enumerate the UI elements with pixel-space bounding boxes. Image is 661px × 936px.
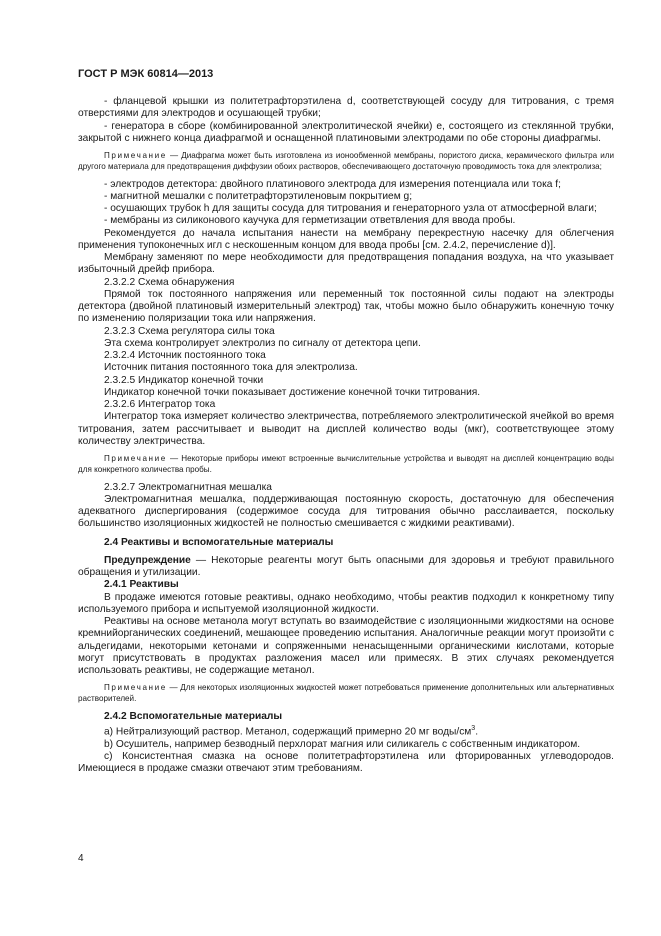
subheading-2-3-2-2: 2.3.2.2 Схема обнаружения <box>104 276 235 288</box>
note-text: Для некоторых изоляционных жидкостей может потребоваться применение дополнительных или альтернативных растворителей. <box>78 683 615 704</box>
note-dash: — <box>166 683 181 693</box>
list-item-c: c) Консистентная смазка на основе политетрафторэтилена или фторированных углеводородов. Имеющиеся в продаже смазки отвечают этим требованиям. <box>78 751 614 775</box>
paragraph-electromagnetic-stirrer: Электромагнитная мешалка, поддерживающая постоянную скорость, достаточную для обеспечения адекватного диспергирования (содержимое сосуда для титрования обычно расслаивается, поскольку большинство изоляционных жидкостей не полностью смешивается с жидкими реактивами). <box>78 493 614 530</box>
document-header: ГОСТ Р МЭК 60814—2013 <box>78 68 214 80</box>
note-text: Некоторые приборы имеют встроенные вычислительные устройства и выводят на дисплей концентрацию воды для конкретного количества пробы. <box>78 454 614 474</box>
page-number: 4 <box>78 853 84 864</box>
list-item-a <box>78 723 614 739</box>
list-item-magnetic-stirrer: - магнитной мешалки с политетрафторэтиленовым покрытием g; <box>104 190 413 202</box>
list-item-detector-electrodes: - электродов детектора: двойного платинового электрода для измерения потенциала или тока f; <box>104 178 561 190</box>
note-devices <box>78 454 614 476</box>
superscript: 3 <box>471 725 476 733</box>
section-heading-2-4-2: 2.4.2 Вспомогательные материалы <box>104 711 283 723</box>
subheading-2-3-2-4: 2.3.2.4 Источник постоянного тока <box>104 350 266 362</box>
subheading-2-3-2-5: 2.3.2.5 Индикатор конечной точки <box>104 374 264 386</box>
section-heading-2-4: 2.4 Реактивы и вспомогательные материалы <box>104 536 334 548</box>
warning-text: — Некоторые реагенты могут быть опасными для здоровья и требуют правильного обращения и утилизации. <box>78 554 614 579</box>
list-item-b: b) Осушитель, например безводный перхлорат магния или силикагель с собственным индикатором. <box>104 738 581 750</box>
paragraph-current-integrator: Интегратор тока измеряет количество электричества, потребляемого электролитической ячейкой во время титрования, затем рассчитывает и выводит на дисплей количество воды (мкг), соответствующее этому количеству электричества. <box>78 411 614 447</box>
list-item-drying-tubes: - осушающих трубок h для защиты сосуда для титрования и генераторного узла от атмосферной влаги; <box>104 203 597 215</box>
note-label: Примечание <box>104 151 167 160</box>
note-dash: — <box>166 454 182 464</box>
warning-label: Предупреждение <box>104 554 191 566</box>
paragraph-ready-reagents: В продаже имеются готовые реактивы, однако необходимо, чтобы реактив подходил к конкретному типу используемого прибора и испытуемой изоляционной жидкости. <box>78 591 614 615</box>
list-item-membrane: - мембраны из силиконового каучука для герметизации ответвления для ввода пробы. <box>104 215 516 227</box>
paragraph-membrane-replacement: Мембрану заменяют по мере необходимости для предотвращения попадания воздуха, на что указывает избыточный дрейф прибора. <box>78 252 614 276</box>
paragraph-detection-circuit: Прямой ток постоянного напряжения или переменный ток постоянной силы подают на электроды детектора (двойной платиновый измерительный электрод) так, чтобы можно было обнаружить конечную точку по изменению поляризации тока или напряжения. <box>78 288 614 325</box>
note-label: Примечание <box>104 454 167 464</box>
warning-paragraph <box>78 555 614 580</box>
paragraph-endpoint-indicator: Индикатор конечной точки показывает достижение конечной точки титрования. <box>104 386 481 398</box>
paragraph-methanol-reagents: Реактивы на основе метанола могут вступать во взаимодействие с изоляционными жидкостями на основе кремнийорганических соединений, мешающее проведению испытания. Аналогичные реакции могут произойти с альдегидами, некоторыми кетонами и сопряженными ненасыщенными органическими кислотами, которые могут присутствовать в продуктах разложения масел или примесях. В этих случаях рекомендуется использовать реактивы, не содержащие метанол. <box>78 616 614 677</box>
note-text: Диафрагма может быть изготовлена из ионообменной мембраны, пористого диска, керамического фильтра или другого материала для предотвращения диффузии обоих растворов, обеспечивающего достаточную проводимость тока для электролиза; <box>78 151 614 171</box>
paragraph-dc-source: Источник питания постоянного тока для электролиза. <box>104 362 358 374</box>
note-diaphragm <box>78 151 614 173</box>
note-solvents <box>78 683 614 705</box>
list-item-a-text: a) Нейтрализующий раствор. Метанол, содержащий примерно 20 мг воды/см <box>104 726 472 738</box>
note-label: Примечание <box>104 683 167 693</box>
subheading-2-3-2-3: 2.3.2.3 Схема регулятора силы тока <box>104 325 275 337</box>
subheading-2-3-2-7: 2.3.2.7 Электромагнитная мешалка <box>104 481 272 493</box>
subheading-2-3-2-6: 2.3.2.6 Интегратор тока <box>104 399 216 411</box>
list-item-a-end: . <box>475 726 479 738</box>
page-body <box>78 96 614 776</box>
list-item-generator: - генератора в сборе (комбинированной электролитической ячейки) e, состоящего из стеклянной трубки, закрытой с нижнего конца диафрагмой и оснащенной платиновыми электродами по обе стороны диафрагмы. <box>78 120 614 144</box>
paragraph-recommendation: Рекомендуется до начала испытания нанести на мембрану перекрестную насечку для облегчения применения тупоконечных игл с нескошенным концом для ввода пробы [см. 2.4.2, перечисление d)]. <box>78 227 614 251</box>
note-dash: — <box>166 151 182 160</box>
section-heading-2-4-1: 2.4.1 Реактивы <box>104 579 179 591</box>
list-item-flange-cover: - фланцевой крышки из политетрафторэтилена d, соответствующей сосуду для титрования, с тремя отверстиями для электродов и осушающей трубки; <box>78 96 614 120</box>
paragraph-current-regulator: Эта схема контролирует электролиз по сигналу от детектора цепи. <box>104 337 421 349</box>
